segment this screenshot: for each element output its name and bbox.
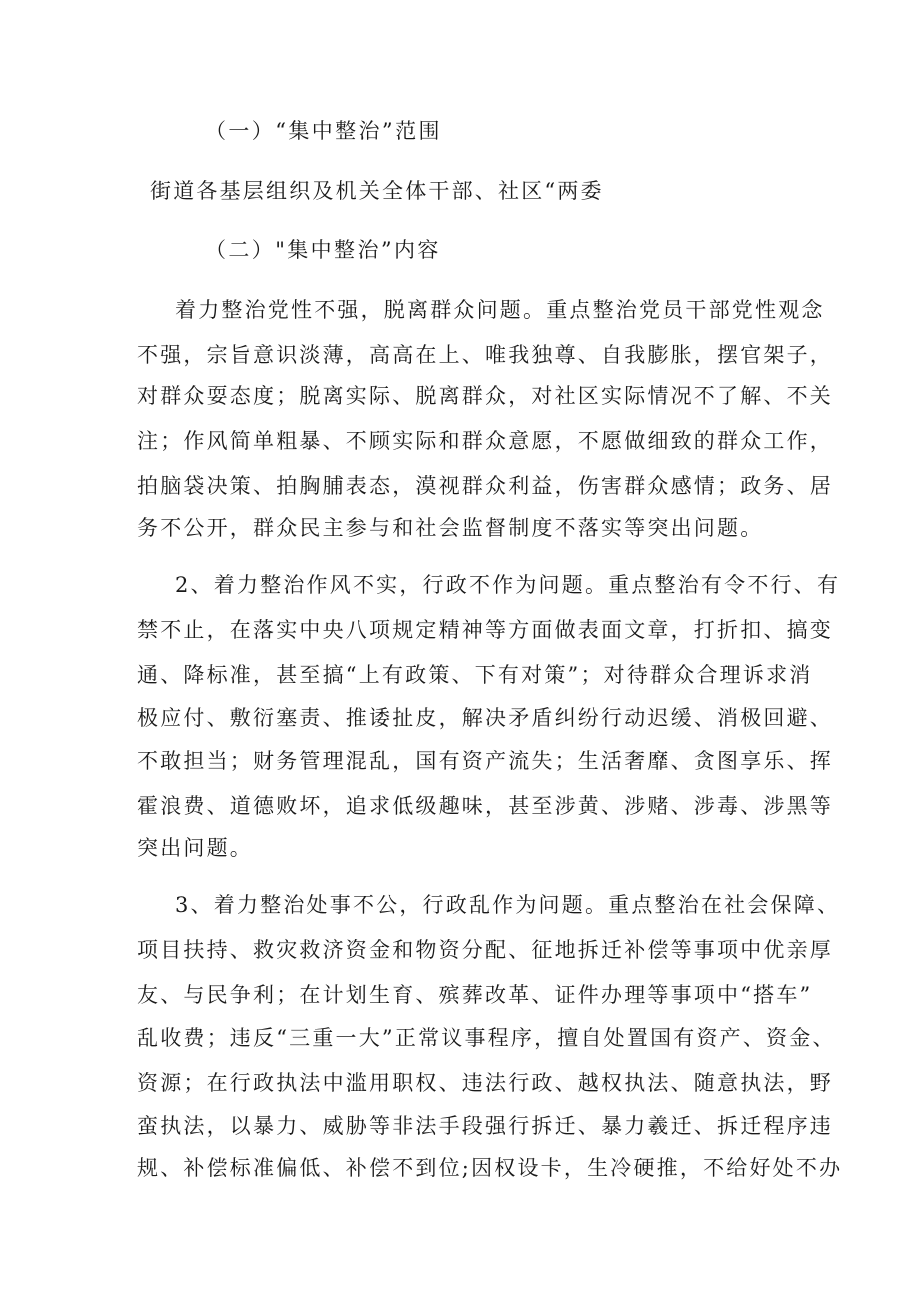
paragraph-line: 禁不止，在落实中央八项规定精神等方面做表面文章，打折扣、搞变 bbox=[137, 618, 833, 642]
section-heading-content: （二）"集中整治”内容 bbox=[205, 238, 441, 262]
paragraph-line: 极应付、敷衍塞责、推诿扯皮，解决矛盾纠纷行动迟缓、消极回避、 bbox=[137, 706, 833, 730]
paragraph-line: 乱收费；违反“三重一大”正常议事程序，擅自处置国有资产、资金、 bbox=[137, 1026, 836, 1050]
section-heading-scope: （一）“集中整治”范围 bbox=[205, 119, 442, 143]
paragraph-line: 项目扶持、救灾救济资金和物资分配、征地拆迁补偿等事项中优亲厚 bbox=[137, 938, 833, 962]
paragraph-line: 资源；在行政执法中滥用职权、违法行政、越权执法、随意执法，野 bbox=[137, 1071, 833, 1095]
paragraph-line: 对群众耍态度；脱离实际、脱离群众，对社区实际情况不了解、不关 bbox=[137, 384, 833, 408]
paragraph-line: 务不公开，群众民主参与和社会监督制度不落实等突出问题。 bbox=[137, 516, 764, 540]
paragraph-line: 2、着力整治作风不实，行政不作为问题。重点整治有令不行、有 bbox=[175, 573, 841, 597]
paragraph-line: 规、补偿标准偏低、补偿不到位;因权设卡，生冷硬推，不给好处不办 bbox=[137, 1156, 843, 1180]
paragraph-line: 不敢担当；财务管理混乱，国有资产流失；生活奢靡、贪图享乐、挥 bbox=[137, 749, 833, 773]
paragraph-line: 突出问题。 bbox=[137, 836, 253, 860]
paragraph-line: 霍浪费、道德败坏，追求低级趣味，甚至涉黄、涉赌、涉毒、涉黑等 bbox=[137, 794, 833, 818]
paragraph-line: 友、与民争利；在计划生育、殡葬改革、证件办理等事项中“搭车” bbox=[137, 983, 813, 1007]
paragraph-line: 不强，宗旨意识淡薄，高高在上、唯我独尊、自我膨胀，摆官架子， bbox=[137, 343, 833, 367]
paragraph-line: 蛮执法，以暴力、威胁等非法手段强行拆迁、暴力羲迁、拆迁程序违 bbox=[137, 1114, 833, 1138]
paragraph-line: 拍脑袋决策、拍胸脯表态，漠视群众利益，伤害群众感情；政务、居 bbox=[137, 474, 833, 498]
paragraph-line: 着力整治党性不强，脱离群众问题。重点整治党员干部党性观念 bbox=[175, 298, 825, 322]
paragraph-line: 3、着力整治处事不公，行政乱作为问题。重点整治在社会保障、 bbox=[175, 893, 841, 917]
paragraph-line: 注；作风简单粗暴、不顾实际和群众意愿，不愿做细致的群众工作， bbox=[137, 429, 833, 453]
paragraph-line: 通、降标准，甚至搞“上有政策、下有对策”；对待群众合理诉求消 bbox=[137, 663, 813, 687]
scope-text: 街道各基层组织及机关全体干部、社区“两委 bbox=[150, 179, 604, 203]
